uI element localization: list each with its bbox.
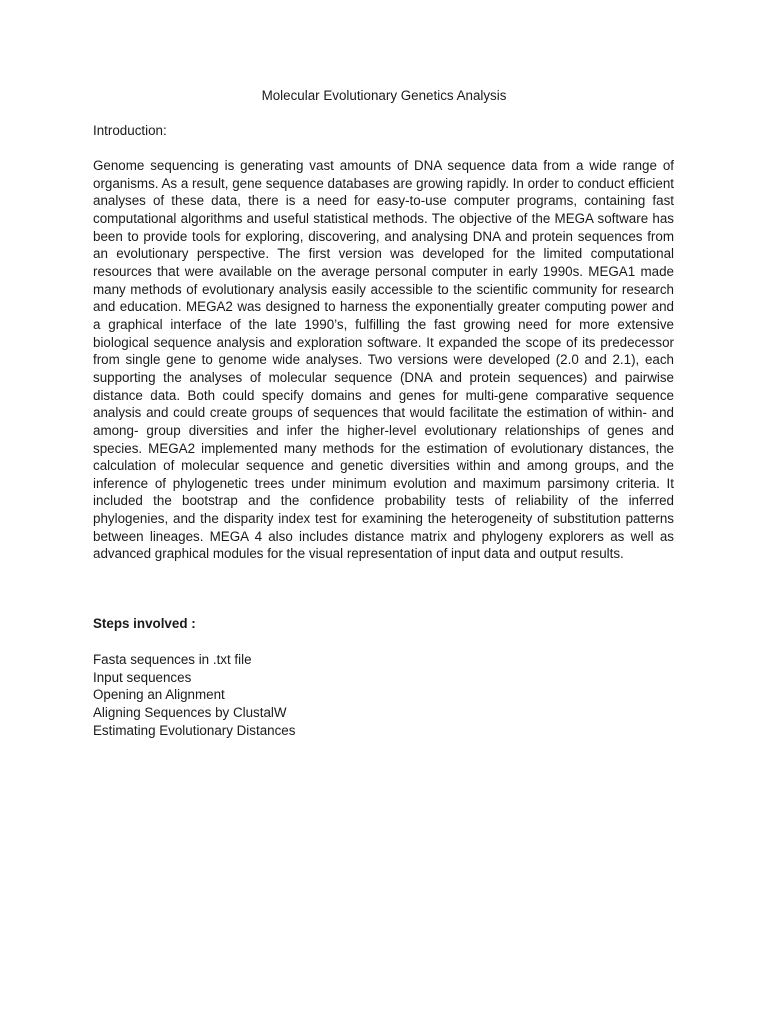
steps-heading: Steps involved :	[93, 616, 196, 631]
document-title: Molecular Evolutionary Genetics Analysis	[261, 88, 507, 103]
step-item: Aligning Sequences by ClustalW	[93, 705, 287, 721]
step-item: Estimating Evolutionary Distances	[93, 722, 296, 738]
step-item: Opening an Alignment	[93, 687, 225, 703]
introduction-paragraph: Genome sequencing is generating vast amounts of DNA sequence data from a wide range of organisms. As a result, gene sequence databases are growing rapidly. In order to conduct efficient analyses of these data, there is a need for easy-to-use computer programs, containing fast computational algorithms and useful statistical methods. The objective of the MEGA software has been to provide tools for exploring, discovering, and analysing DNA and protein sequences from an evolutionary perspective. The first version was developed for the limited computational resources that were available on the average personal computer in early 1990s. MEGA1 made many methods of evolutionary analysis easily accessible to the scientific community for research and education. MEGA2 was designed to harness the exponentially greater computing power and a graphical interface of the late 1990’s, fulfilling the fast growing need for more extensive biological sequence analysis and exploration software. It expanded the scope of its predecessor from single gene to genome wide analyses. Two versions were developed (2.0 and 2.1), each supporting the analyses of molecular sequence (DNA and protein sequences) and pairwise distance data. Both could specify domains and genes for multi-gene comparative sequence analysis and could create groups of sequences that would facilitate the estimation of within- and among- group diversities and infer the higher-level evolutionary relationships of genes and species. MEGA2 implemented many methods for the estimation of evolutionary distances, the calculation of molecular sequence and genetic diversities within and among groups, and the inference of phylogenetic trees under minimum evolution and maximum parsimony criteria. It included the bootstrap and the confidence probability tests of reliability of the inferred phylogenies, and the disparity index test for examining the heterogeneity of substitution patterns between lineages. MEGA 4 also includes distance matrix and phylogeny explorers as well as advanced graphical modules for the visual representation of input data and output results.	[93, 158, 674, 562]
steps-list	[93, 651, 295, 740]
step-item: Fasta sequences in .txt file	[93, 652, 252, 667]
introduction-heading: Introduction:	[93, 123, 167, 138]
step-item: Input sequences	[93, 669, 192, 685]
